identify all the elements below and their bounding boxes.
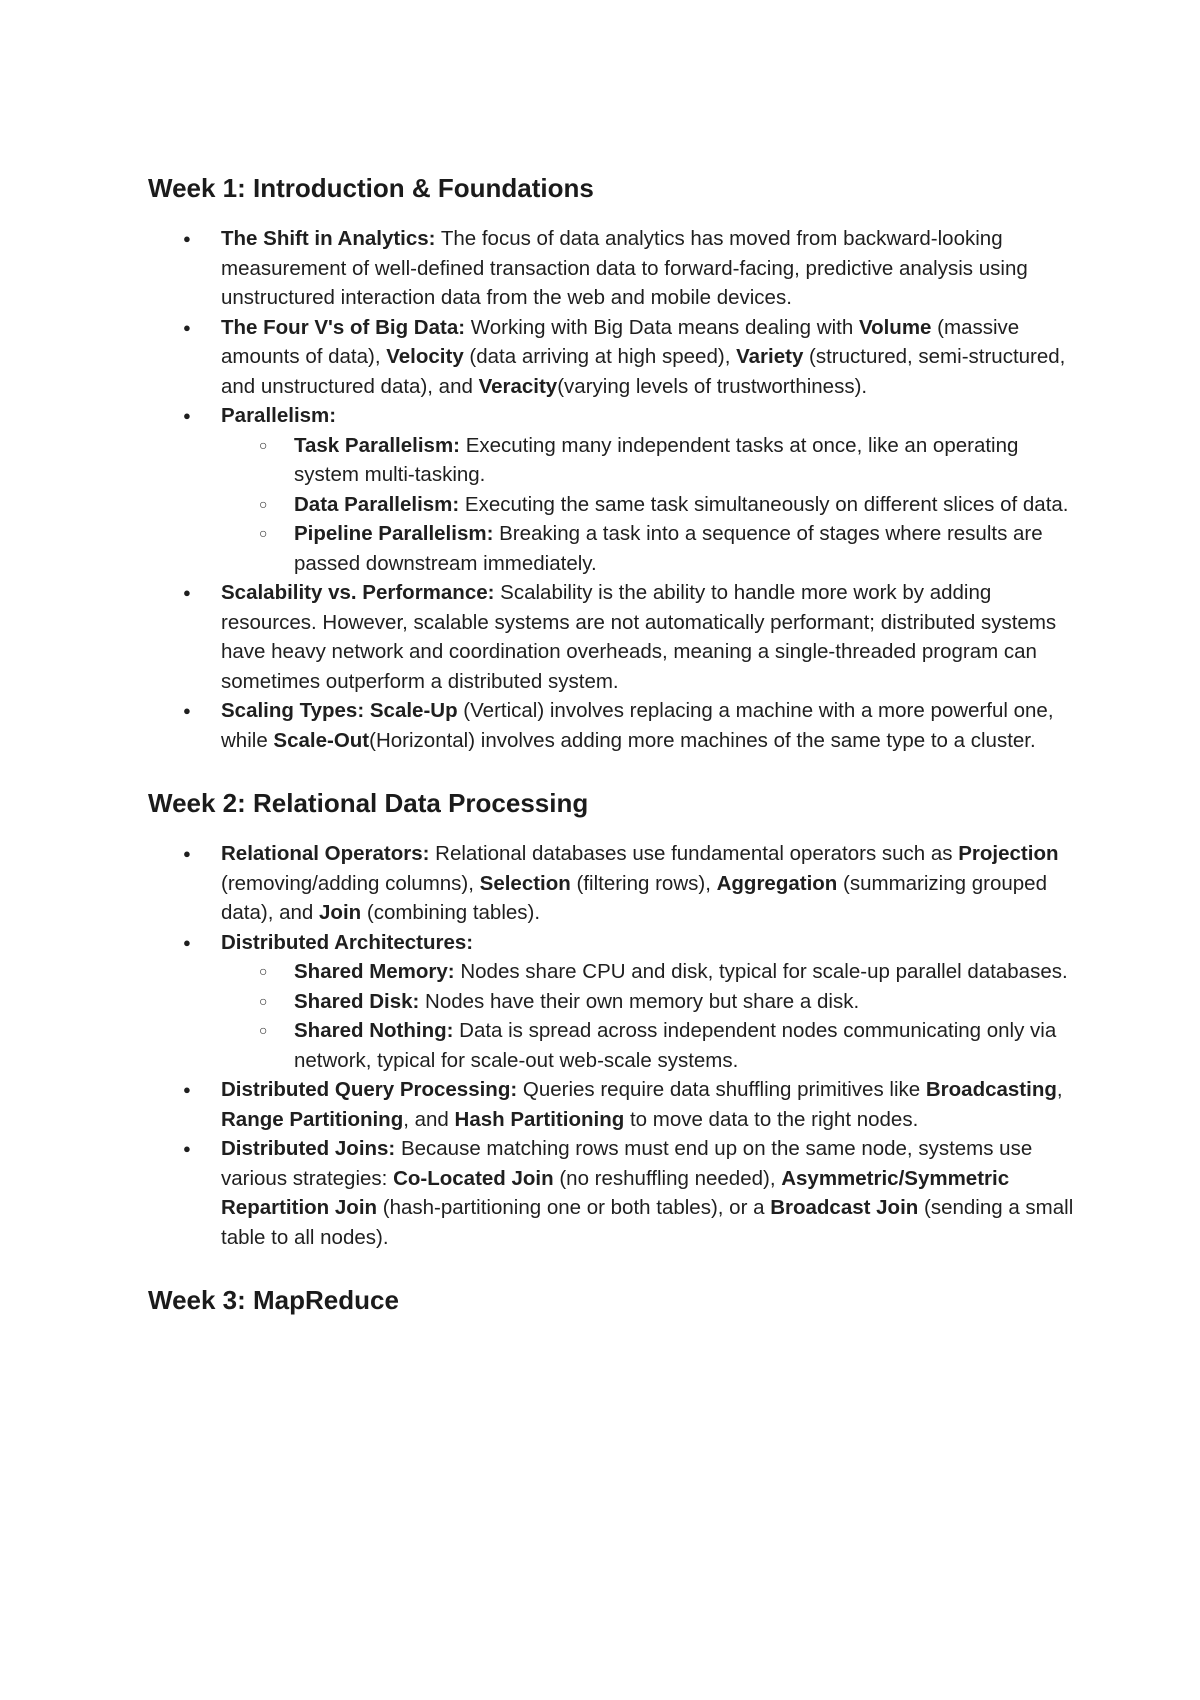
bullet-text: (varying levels of trustworthiness). (557, 374, 868, 398)
bold-term: Veracity (478, 374, 558, 398)
sub-item-pipeline-parallelism (221, 519, 1080, 578)
bullet-text: (hash-partitioning one or both tables), or a (377, 1196, 771, 1219)
bold-term: Projection (958, 842, 1059, 865)
bullet-text: Breaking a task into a sequence of stages where results are passed downstream immediately. (294, 522, 1043, 575)
bold-term: Shared Disk: (294, 989, 420, 1013)
bold-term: Task Parallelism: (294, 433, 460, 457)
list-item-distributed-architectures (148, 928, 1080, 1076)
sub-item-shared-nothing (221, 1016, 1080, 1075)
bullet-term: Relational Operators: (221, 842, 430, 865)
list-item-shift-in-analytics (148, 224, 1080, 313)
bold-term: Range Partitioning (221, 1107, 404, 1131)
bullet-text: (filtering rows), (570, 871, 717, 895)
bullet-text: Queries require data shuffling primitives like (517, 1078, 926, 1101)
bullet-text: Nodes have their own memory but share a disk. (419, 989, 860, 1013)
bullet-term: The Shift in Analytics: (221, 227, 436, 250)
architectures-sublist (221, 957, 1080, 1075)
bullet-term: Distributed Architectures: (221, 930, 474, 954)
bullet-text: Relational databases use fundamental operators such as (429, 842, 959, 865)
bold-term: Hash Partitioning (454, 1107, 625, 1131)
bullet-text: (combining tables). (361, 901, 541, 924)
bullet-text: Scalability is the ability to handle more work by adding resources. However, scalable systems are not automatically performant; distributed systems have heavy network and coordination overheads, meaning a single-threaded program can sometimes outperform a distributed system. (221, 581, 1057, 693)
section-heading-week-2: Week 2: Relational Data Processing (148, 788, 589, 818)
list-item-distributed-query-processing (148, 1075, 1080, 1134)
bold-term: Volume (858, 315, 932, 339)
bullet-term: Distributed Query Processing: (221, 1078, 518, 1101)
bold-term: Shared Memory: (294, 960, 455, 983)
bullet-text: Because matching rows must end up on the same node, systems use various strategies: (221, 1137, 1033, 1190)
bold-term: Co-Located Join (393, 1166, 554, 1190)
bullet-text: to move data to the right nodes. (624, 1107, 919, 1131)
sub-item-task-parallelism (221, 431, 1080, 490)
bullet-text: (Horizontal) involves adding more machines of the same type to a cluster. (369, 728, 1036, 752)
bullet-text: (sending a small table to all nodes). (221, 1196, 1074, 1249)
bullet-text: Data is spread across independent nodes communicating only via network, typical for scale-out web-scale systems. (294, 1019, 1057, 1072)
bold-term: Broadcast Join (770, 1196, 919, 1219)
week-1-list (148, 224, 1080, 755)
week-2-list (148, 839, 1080, 1252)
bullet-text: (massive amounts of data), (221, 315, 1020, 368)
list-item-relational-operators (148, 839, 1080, 928)
bold-term: Broadcasting (925, 1078, 1057, 1101)
bullet-term: Distributed Joins: (221, 1137, 396, 1160)
bold-term: Data Parallelism: (294, 492, 460, 516)
bullet-text: Executing the same task simultaneously on different slices of data. (459, 492, 1069, 516)
bold-term: Variety (736, 345, 804, 368)
bold-term: Velocity (386, 345, 464, 368)
bold-term: Join (319, 901, 362, 924)
bullet-term: The Four V's of Big Data: (221, 315, 466, 339)
bullet-text: (removing/adding columns), (221, 871, 480, 895)
list-item-distributed-joins (148, 1134, 1080, 1252)
section-heading-week-1: Week 1: Introduction & Foundations (148, 173, 594, 203)
list-item-scaling-types (148, 696, 1080, 755)
bullet-text: Executing many independent tasks at once, like an operating system multi-tasking. (294, 433, 1019, 486)
bullet-term: Parallelism: (221, 404, 337, 427)
bold-term: Scale-Out (273, 728, 370, 752)
bold-term: Aggregation (716, 871, 838, 895)
bullet-text: (data arriving at high speed), (463, 345, 737, 368)
bullet-text: The focus of data analytics has moved from backward-looking measurement of well-defined transaction data to forward-facing, predictive analysis using unstructured interaction data from the web and mobile devices. (221, 227, 1028, 309)
bold-term: Shared Nothing: (294, 1019, 454, 1042)
parallelism-sublist (221, 431, 1080, 579)
bold-term: Scale-Up (369, 699, 458, 722)
bullet-term: Scaling Types: (221, 699, 365, 722)
bullet-text: (structured, semi-structured, and unstructured data), and (221, 345, 1066, 398)
sub-item-shared-memory (221, 957, 1080, 987)
bullet-text: Working with Big Data means dealing with (465, 315, 859, 339)
bullet-text: (no reshuffling needed), (553, 1166, 782, 1190)
list-item-four-vs (148, 313, 1080, 402)
bold-term: Pipeline Parallelism: (294, 522, 494, 545)
bullet-text: (Vertical) involves replacing a machine with a more powerful one, while (221, 699, 1054, 752)
bullet-text: , and (403, 1107, 455, 1131)
bullet-text: Nodes share CPU and disk, typical for scale-up parallel databases. (454, 960, 1068, 983)
bullet-text: , (1056, 1078, 1063, 1101)
bullet-term: Scalability vs. Performance: (221, 581, 495, 604)
bullet-text: (summarizing grouped data), and (221, 871, 1047, 924)
sub-item-data-parallelism (221, 490, 1080, 520)
bold-term: Selection (479, 871, 571, 895)
sub-item-shared-disk (221, 987, 1080, 1017)
bold-term: Asymmetric/Symmetric Repartition Join (221, 1166, 1010, 1219)
section-heading-week-3: Week 3: MapReduce (148, 1285, 399, 1315)
list-item-parallelism (148, 401, 1080, 578)
list-item-scalability-vs-performance (148, 578, 1080, 696)
